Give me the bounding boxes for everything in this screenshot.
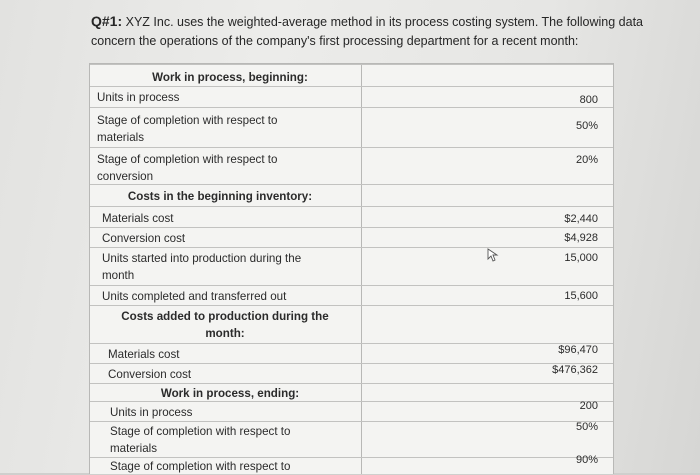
table-row xyxy=(90,305,613,344)
table-row xyxy=(90,147,613,185)
row-heading: Work in process, beginning: xyxy=(152,71,308,84)
row-value: 50% xyxy=(575,421,598,433)
row-value: 15,000 xyxy=(564,252,598,264)
row-value: 200 xyxy=(579,400,598,412)
table-row xyxy=(90,86,613,108)
question-body: XYZ Inc. uses the weighted-average method in its process costing system. The following data concern the operations of the company's first processing department for a recent month: xyxy=(91,15,644,48)
table-row xyxy=(90,206,613,228)
mouse-pointer-icon xyxy=(487,248,499,262)
row-label: Stage of completion with respect to conversion xyxy=(97,153,278,183)
row-value: 90% xyxy=(575,454,598,466)
row-label: Units completed and transferred out xyxy=(102,290,287,303)
table-row xyxy=(90,184,613,207)
row-label: Stage of completion with respect to materials xyxy=(97,114,278,144)
table-row xyxy=(90,64,613,87)
row-label: Units in process xyxy=(97,91,180,104)
row-heading: Costs added to production during the month: xyxy=(121,310,329,340)
table-row xyxy=(90,343,613,364)
data-table xyxy=(89,63,614,474)
row-value: 20% xyxy=(575,154,598,166)
row-label: Stage of completion with respect to materials xyxy=(110,425,291,455)
table-row xyxy=(90,363,613,384)
row-label: Materials cost xyxy=(102,212,174,225)
row-heading: Work in process, ending: xyxy=(160,387,300,400)
row-label: Units in process xyxy=(110,406,193,419)
row-heading: Costs in the beginning inventory: xyxy=(127,190,313,203)
row-label: Conversion cost xyxy=(102,232,186,245)
row-label: Stage of completion with respect to xyxy=(110,460,291,473)
row-value: $4,928 xyxy=(564,232,598,244)
row-label: Materials cost xyxy=(108,348,180,361)
question-id: Q#1: xyxy=(91,13,123,29)
row-value: 800 xyxy=(579,94,598,106)
row-value: $476,362 xyxy=(552,364,598,376)
table-row xyxy=(90,454,613,475)
row-value: 15,600 xyxy=(564,290,598,302)
table-row xyxy=(90,107,613,148)
row-value: $2,440 xyxy=(564,213,598,225)
question-text xyxy=(91,12,671,51)
row-value: $96,470 xyxy=(558,344,598,356)
table-row xyxy=(90,285,613,306)
row-label: Conversion cost xyxy=(108,368,192,381)
table-row xyxy=(90,227,613,248)
row-label: Units started into production during the month xyxy=(102,252,302,282)
table-row xyxy=(90,247,613,286)
row-value: 50% xyxy=(575,120,598,132)
